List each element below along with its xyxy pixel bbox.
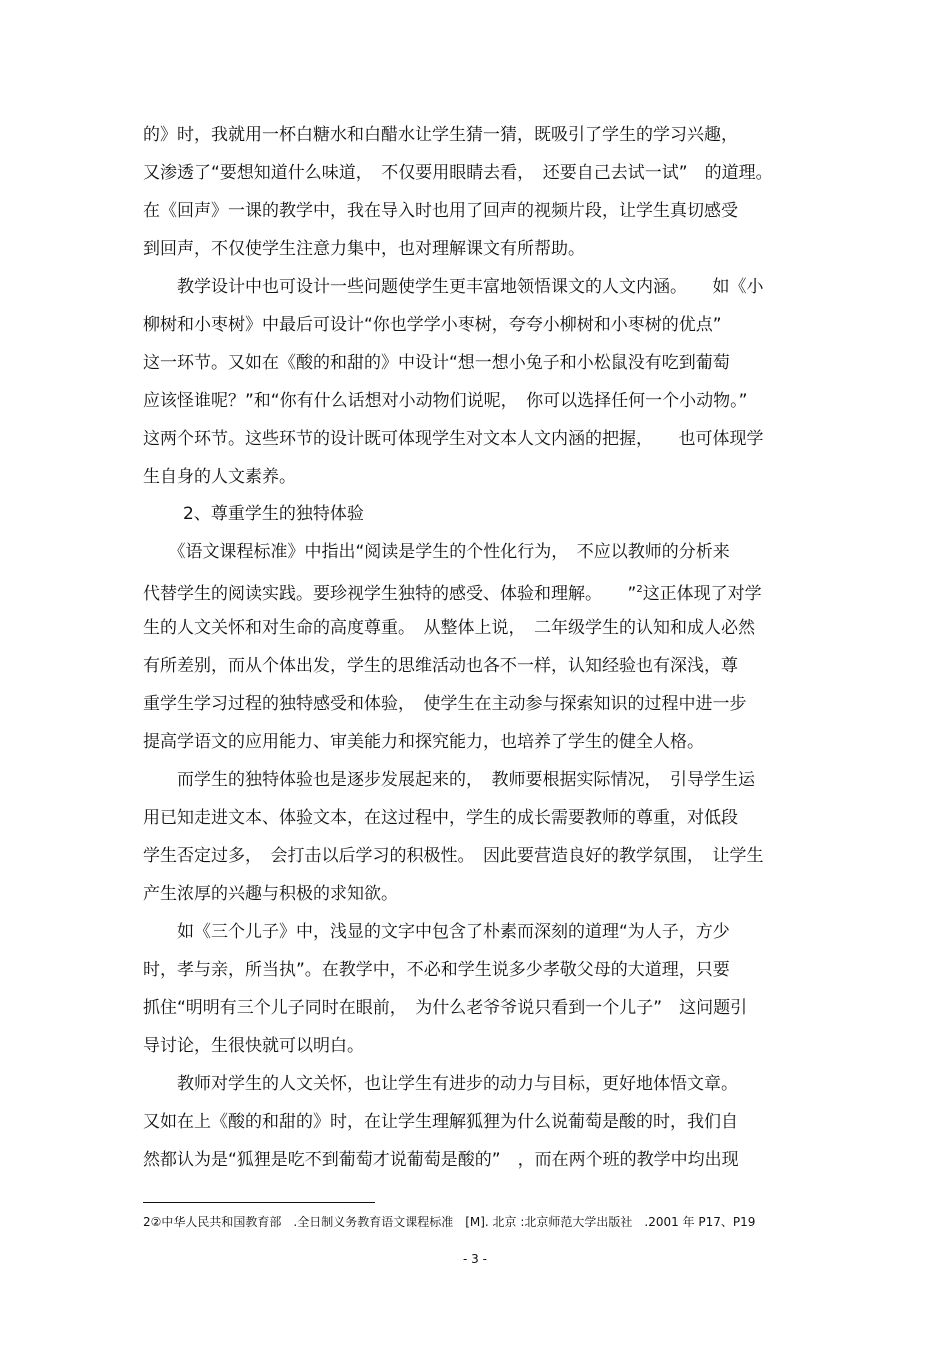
text-line: 抓住“明明有三个儿子同时在眼前， 为什么老爷爷说只看到一个儿子” 这问题引 bbox=[143, 998, 748, 1018]
text-line: 这一环节。又如在《酸的和甜的》中设计“想一想小兔子和小松鼠没有吃到葡萄 bbox=[143, 353, 730, 373]
text-line: 时，孝与亲，所当执”。在教学中，不必和学生说多少孝敬父母的大道理，只要 bbox=[143, 960, 730, 980]
text-line: 教学设计中也可设计一些问题使学生更丰富地领悟课文的人文内涵。 如《小 bbox=[143, 277, 764, 297]
text-line: 这两个环节。这些环节的设计既可体现学生对文本人文内涵的把握， 也可体现学 bbox=[143, 429, 764, 449]
text-line: 应该怪谁呢？”和“你有什么话想对小动物们说呢， 你可以选择任何一个小动物。” bbox=[143, 391, 748, 411]
footnote-reference[interactable]: 2 bbox=[636, 584, 643, 595]
text-line: 在《回声》一课的教学中，我在导入时也用了回声的视频片段，让学生真切感受 bbox=[143, 201, 738, 221]
text-line: 又渗透了“要想知道什么味道， 不仅要用眼睛去看， 还要自己去试一试” 的道理。 bbox=[143, 163, 773, 183]
text-line: 到回声，不仅使学生注意力集中，也对理解课文有所帮助。 bbox=[143, 239, 585, 259]
text-line: 用已知走进文本、体验文本，在这过程中，学生的成长需要教师的尊重，对低段 bbox=[143, 808, 738, 828]
footnote-divider bbox=[143, 1202, 375, 1203]
text-line: 的》时，我就用一杯白糖水和白醋水让学生猜一猜，既吸引了学生的学习兴趣， bbox=[143, 125, 738, 145]
text-line: 而学生的独特体验也是逐步发展起来的， 教师要根据实际情况， 引导学生运 bbox=[143, 770, 755, 790]
text-line: 如《三个儿子》中，浅显的文字中包含了朴素而深刻的道理“为人子，方少 bbox=[143, 922, 730, 942]
text-line: 然都认为是“狐狸是吃不到葡萄才说葡萄是酸的” ，而在两个班的教学中均出现 bbox=[143, 1150, 739, 1170]
text-line: 教师对学生的人文关怀，也让学生有进步的动力与目标，更好地体悟文章。 bbox=[143, 1074, 738, 1094]
text-line-with-footnote-ref bbox=[143, 579, 813, 605]
text-line: 有所差别，而从个体出发，学生的思维活动也各不一样，认知经验也有深浅，尊 bbox=[143, 656, 738, 676]
text-line: 产生浓厚的兴趣与积极的求知欲。 bbox=[143, 884, 398, 904]
text-line: 导讨论，生很快就可以明白。 bbox=[143, 1036, 364, 1056]
text-segment: 代替学生的阅读实践。要珍视学生独特的感受、体验和理解。 ” bbox=[143, 584, 637, 604]
text-line: 柳树和小枣树》中最后可设计“你也学学小枣树，夸夸小柳树和小枣树的优点” bbox=[143, 315, 722, 335]
text-line: 又如在上《酸的和甜的》时，在让学生理解狐狸为什么说葡萄是酸的时，我们自 bbox=[143, 1112, 738, 1132]
text-line: 重学生学习过程的独特感受和体验， 使学生在主动参与探索知识的过程中进一步 bbox=[143, 694, 747, 714]
text-line: 《语文课程标准》中指出“阅读是学生的个性化行为， 不应以教师的分析来 bbox=[143, 542, 730, 562]
text-line: 提高学语文的应用能力、审美能力和探究能力，也培养了学生的健全人格。 bbox=[143, 732, 704, 752]
text-segment: 这正体现了对学 bbox=[642, 584, 762, 604]
section-heading: 2、尊重学生的独特体验 bbox=[183, 504, 364, 524]
footnote: 2②中华人民共和国教育部 .全日制义务教育语文课程标准 [M]. 北京 :北京师范大学出版社 .2001 年 P17、P19 bbox=[143, 1215, 756, 1229]
text-line: 学生否定过多， 会打击以后学习的积极性。 因此要营造良好的教学氛围， 让学生 bbox=[143, 846, 764, 866]
page-number: - 3 - bbox=[463, 1252, 487, 1266]
text-line: 生的人文关怀和对生命的高度尊重。 从整体上说， 二年级学生的认知和成人必然 bbox=[143, 618, 755, 638]
text-line: 生自身的人文素养。 bbox=[143, 467, 296, 487]
